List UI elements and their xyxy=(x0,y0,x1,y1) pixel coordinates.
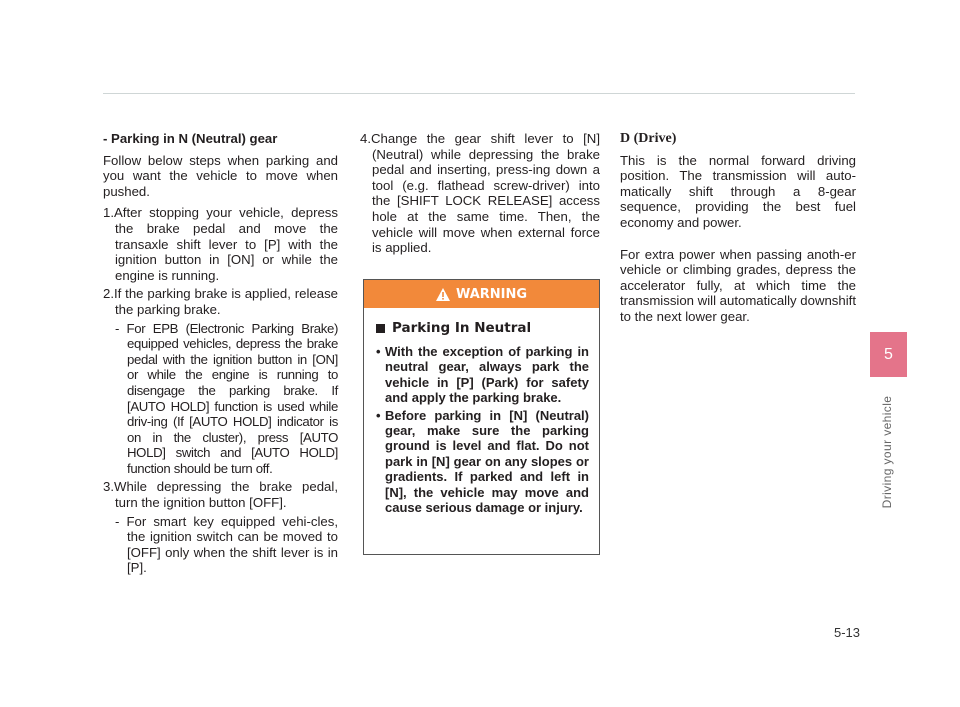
warning-item-text: With the exception of parking in neutral gear, always park the vehicle in [P] (Park) for safety and apply the parking brake. xyxy=(385,344,589,406)
drive-paragraph-1: This is the normal forward driving position. The transmission will auto-matically shift through a 8-gear sequence, providing the best fuel economy and power. xyxy=(620,152,856,230)
column-middle xyxy=(360,131,600,259)
chapter-side-title xyxy=(880,392,894,512)
header-rule xyxy=(103,93,855,94)
section-heading: - Parking in N (Neutral) gear xyxy=(103,131,278,146)
column-right xyxy=(620,131,856,331)
square-bullet-icon xyxy=(376,324,385,333)
warning-triangle-icon xyxy=(436,288,450,301)
drive-heading: D (Drive) xyxy=(620,131,677,146)
warning-item xyxy=(376,344,589,406)
warning-header xyxy=(364,280,599,308)
warning-item xyxy=(376,408,589,516)
step-2: 2.If the parking brake is applied, release the parking brake. xyxy=(103,286,338,317)
bullet-icon: • xyxy=(376,344,381,359)
warning-label: WARNING xyxy=(455,286,528,302)
chapter-title: Driving your vehicle xyxy=(880,395,894,509)
substep-epb: - For EPB (Electronic Parking Brake) equipped vehicles, depress the brake pedal with the ignition button in [ON] or while the engine is running to disengage the parking brake. If [AUTO HOLD] function is used while driv-ing (If [AUTO HOLD] indicator is on in the cluster), press [AUTO HOLD] switch and [AUTO HOLD] function should be turn off. xyxy=(115,320,338,476)
warning-box xyxy=(363,279,600,555)
chapter-tab xyxy=(870,332,907,377)
chapter-number: 5 xyxy=(884,345,893,363)
bullet-icon: • xyxy=(376,407,381,423)
warning-title xyxy=(376,320,599,336)
warning-item-text: Before parking in [N] (Neutral) gear, make sure the parking ground is level and flat. Do not park in [N] gear on any slopes or gradients. If parked and left in [N], the vehicle may move and cause serious damage or injury. xyxy=(385,407,589,516)
warning-list xyxy=(376,344,589,515)
step-3: 3.While depressing the brake pedal, turn the ignition button [OFF]. xyxy=(103,479,338,511)
step-1: 1.After stopping your vehicle, depress the brake pedal and move the transaxle shift lever to [P] with the ignition button in [ON] or while the engine is running. xyxy=(103,205,338,283)
step-4: 4.Change the gear shift lever to [N] (Neutral) while depressing the brake pedal and inserting, press-ing down a tool (e.g. flathead screw-driver) into the [SHIFT LOCK RELEASE] access hole at the same time. Then, the vehicle will move when external force is applied. xyxy=(360,131,600,256)
page-number: 5-13 xyxy=(833,625,860,640)
drive-paragraph-2: For extra power when passing anoth-er vehicle or climbing grades, depress the accelerator fully, at which time the transmission will automatically downshift to the next lower gear. xyxy=(620,246,856,324)
intro-paragraph: Follow below steps when parking and you want the vehicle to move when pushed. xyxy=(103,152,338,199)
warning-title-text: Parking In Neutral xyxy=(392,320,532,336)
column-left xyxy=(103,131,338,579)
spacer xyxy=(620,237,856,247)
substep-smart-key: - For smart key equipped vehi-cles, the ignition switch can be moved to [OFF] only when the shift lever is in [P]. xyxy=(115,513,338,576)
